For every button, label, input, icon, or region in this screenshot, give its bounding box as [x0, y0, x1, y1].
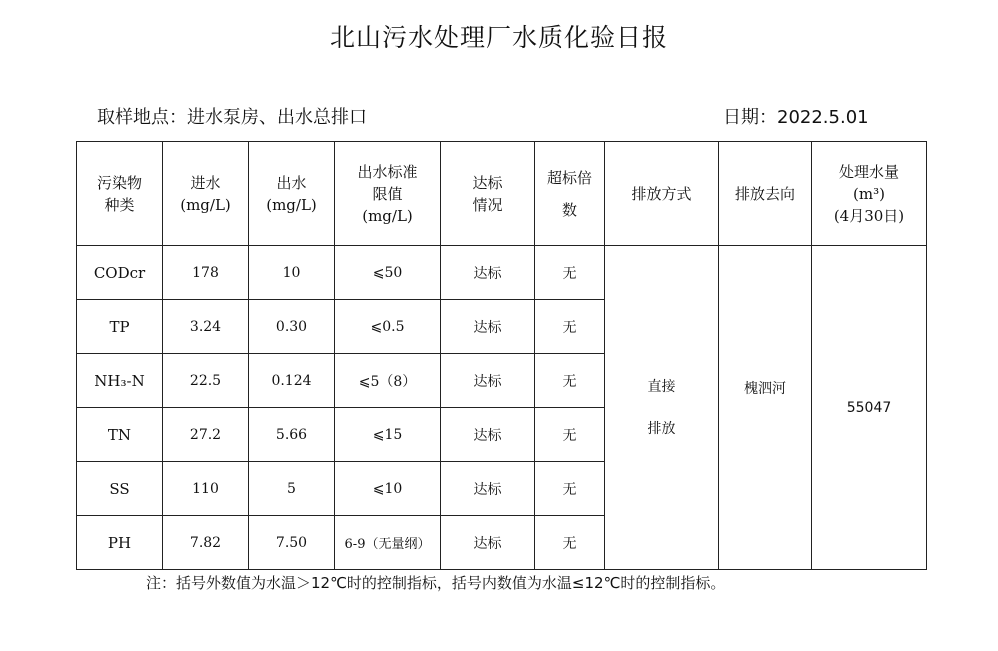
inflow-cell: 27.2	[163, 408, 249, 462]
treated-volume-cell: 55047	[812, 246, 927, 570]
pollutant-cell: CODcr	[77, 246, 163, 300]
limit-cell: ⩽0.5	[335, 300, 441, 354]
status-cell: 达标	[441, 300, 535, 354]
inflow-cell: 178	[163, 246, 249, 300]
header-row	[77, 142, 927, 246]
status-cell: 达标	[441, 354, 535, 408]
outflow-cell: 0.30	[249, 300, 335, 354]
status-cell: 达标	[441, 516, 535, 570]
limit-cell: 6-9（无量纲）	[335, 516, 441, 570]
header-outflow: 出水 (mg/L)	[249, 142, 335, 246]
exceed-cell: 无	[535, 462, 605, 516]
sampling-location: 取样地点：进水泵房、出水总排口	[97, 107, 367, 128]
pollutant-cell: NH₃-N	[77, 354, 163, 408]
limit-cell: ⩽10	[335, 462, 441, 516]
pollutant-cell: PH	[77, 516, 163, 570]
exceed-cell: 无	[535, 408, 605, 462]
exceed-cell: 无	[535, 516, 605, 570]
inflow-cell: 7.82	[163, 516, 249, 570]
exceed-cell: 无	[535, 354, 605, 408]
limit-cell: ⩽15	[335, 408, 441, 462]
limit-cell: ⩽50	[335, 246, 441, 300]
outflow-cell: 5	[249, 462, 335, 516]
pollutant-cell: SS	[77, 462, 163, 516]
header-discharge-method: 排放方式	[605, 142, 719, 246]
inflow-cell: 3.24	[163, 300, 249, 354]
status-cell: 达标	[441, 462, 535, 516]
header-status: 达标 情况	[441, 142, 535, 246]
discharge-method-cell: 直接 排放	[605, 246, 719, 570]
water-quality-table	[76, 141, 927, 570]
pollutant-cell: TN	[77, 408, 163, 462]
status-cell: 达标	[441, 408, 535, 462]
header-limit: 出水标准 限值 (mg/L)	[335, 142, 441, 246]
header-inflow: 进水 (mg/L)	[163, 142, 249, 246]
inflow-cell: 22.5	[163, 354, 249, 408]
header-exceed: 超标倍 数	[535, 142, 605, 246]
exceed-cell: 无	[535, 246, 605, 300]
discharge-destination-cell: 槐泗河	[719, 246, 812, 570]
header-treated-volume: 处理水量 (m³) (4月30日)	[812, 142, 927, 246]
table-row	[77, 246, 927, 300]
outflow-cell: 7.50	[249, 516, 335, 570]
outflow-cell: 0.124	[249, 354, 335, 408]
header-pollutant: 污染物 种类	[77, 142, 163, 246]
exceed-cell: 无	[535, 300, 605, 354]
pollutant-cell: TP	[77, 300, 163, 354]
status-cell: 达标	[441, 246, 535, 300]
limit-cell: ⩽5（8）	[335, 354, 441, 408]
report-title: 北山污水处理厂水质化验日报	[329, 23, 668, 52]
inflow-cell: 110	[163, 462, 249, 516]
report-date: 日期：2022.5.01	[723, 107, 869, 128]
outflow-cell: 5.66	[249, 408, 335, 462]
footnote: 注：括号外数值为水温＞12℃时的控制指标，括号内数值为水温≤12℃时的控制指标。	[146, 574, 726, 592]
header-discharge-destination: 排放去向	[719, 142, 812, 246]
outflow-cell: 10	[249, 246, 335, 300]
